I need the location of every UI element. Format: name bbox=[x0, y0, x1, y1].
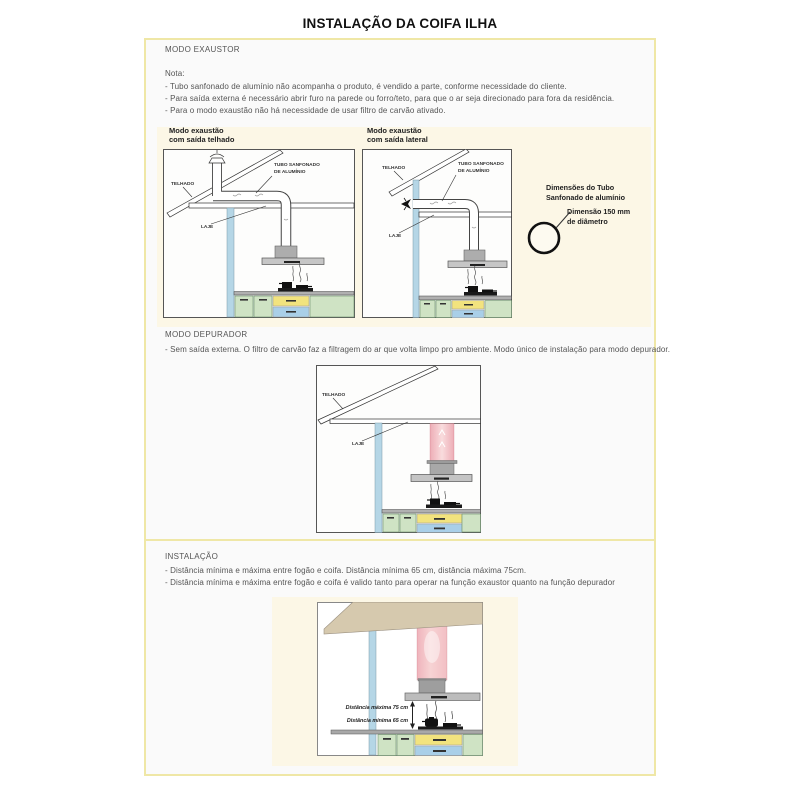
svg-text:TELHADO: TELHADO bbox=[322, 393, 346, 398]
exaustor-note-2: - Para saída externa é necessário abrir furo na parede ou forro/teto, para que o ar seja direcionado para fora da residência. bbox=[165, 94, 615, 103]
diagram-depurador bbox=[316, 365, 481, 533]
svg-text:TUBO SANFONADO: TUBO SANFONADO bbox=[458, 162, 504, 167]
laje-slab bbox=[189, 203, 354, 208]
cabinets bbox=[378, 735, 483, 756]
countertop bbox=[331, 730, 483, 734]
countertop bbox=[419, 296, 512, 300]
depurador-note-1: - Sem saída externa. O filtro de carvão faz a filtragem do ar que volta limpo pro ambiente. Modo único de instalação para modo depurador. bbox=[165, 345, 671, 354]
svg-text:TUBO SANFONADO: TUBO SANFONADO bbox=[274, 163, 320, 168]
page-title: INSTALAÇÃO DA COIFA ILHA bbox=[302, 16, 498, 31]
tube-dimensions-value: Dimensão 150 mm de diâmetro bbox=[567, 207, 631, 226]
diagram-lateral-title: Modo exaustão com saída lateral bbox=[367, 126, 428, 144]
svg-text:TELHADO: TELHADO bbox=[171, 182, 195, 187]
svg-text:DE ALUMÍNIO: DE ALUMÍNIO bbox=[274, 170, 306, 175]
wall-column bbox=[369, 626, 376, 755]
diagram-exaustor-telhado bbox=[163, 149, 355, 318]
laje-slab bbox=[419, 212, 512, 217]
cabinets bbox=[420, 301, 512, 318]
wall-column bbox=[375, 423, 382, 533]
distance-min-label: Distância mínima 65 cm bbox=[346, 718, 408, 724]
nota-label: Nota: bbox=[165, 69, 185, 78]
document-container bbox=[144, 38, 671, 776]
instalacao-note-2: - Distância mínima e máxima entre fogão e coifa é valido tanto para operar na função exaustor quanto na função depurador bbox=[165, 578, 616, 587]
leader-line bbox=[556, 212, 570, 228]
countertop bbox=[234, 292, 354, 296]
tube-dimensions-heading: Dimensões do Tubo Sanfonado de alumínio bbox=[546, 183, 626, 202]
diagram-telhado-title: Modo exaustão com saída telhado bbox=[169, 126, 235, 144]
instalacao-note-1: - Distância mínima e máxima entre fogão e coifa. Distância mínima 65 cm, distância máxima 75cm. bbox=[165, 566, 527, 575]
section-heading-exaustor: MODO EXAUSTOR bbox=[165, 45, 240, 54]
section-divider bbox=[146, 539, 654, 541]
cabinets bbox=[383, 514, 481, 533]
section-heading-depurador: MODO DEPURADOR bbox=[165, 330, 248, 339]
recirculating-air bbox=[417, 620, 447, 680]
tube-circle-icon bbox=[529, 223, 559, 253]
svg-text:TELHADO: TELHADO bbox=[382, 166, 406, 171]
section-heading-instalacao: INSTALAÇÃO bbox=[165, 552, 219, 561]
svg-text:DE ALUMÍNIO: DE ALUMÍNIO bbox=[458, 169, 490, 174]
diagram-exaustor-lateral bbox=[362, 149, 512, 318]
exaustor-note-1: - Tubo sanfonado de alumínio não acompanha o produto, é vendido a parte, conforme necessidade do cliente. bbox=[165, 82, 567, 91]
exaustor-note-3: - Para o modo exaustão não há necessidade de usar filtro de carvão ativado. bbox=[165, 106, 446, 115]
recirculating-air bbox=[430, 424, 454, 462]
distance-max-label: Distância máxima 75 cm bbox=[345, 705, 408, 711]
tube-diameter-icon bbox=[524, 210, 596, 262]
svg-text:LAJE: LAJE bbox=[389, 234, 402, 239]
svg-text:LAJE: LAJE bbox=[352, 442, 365, 447]
countertop bbox=[382, 510, 481, 514]
wall-column bbox=[227, 208, 234, 317]
svg-text:LAJE: LAJE bbox=[201, 225, 214, 230]
diagram-instalacao bbox=[317, 602, 483, 756]
